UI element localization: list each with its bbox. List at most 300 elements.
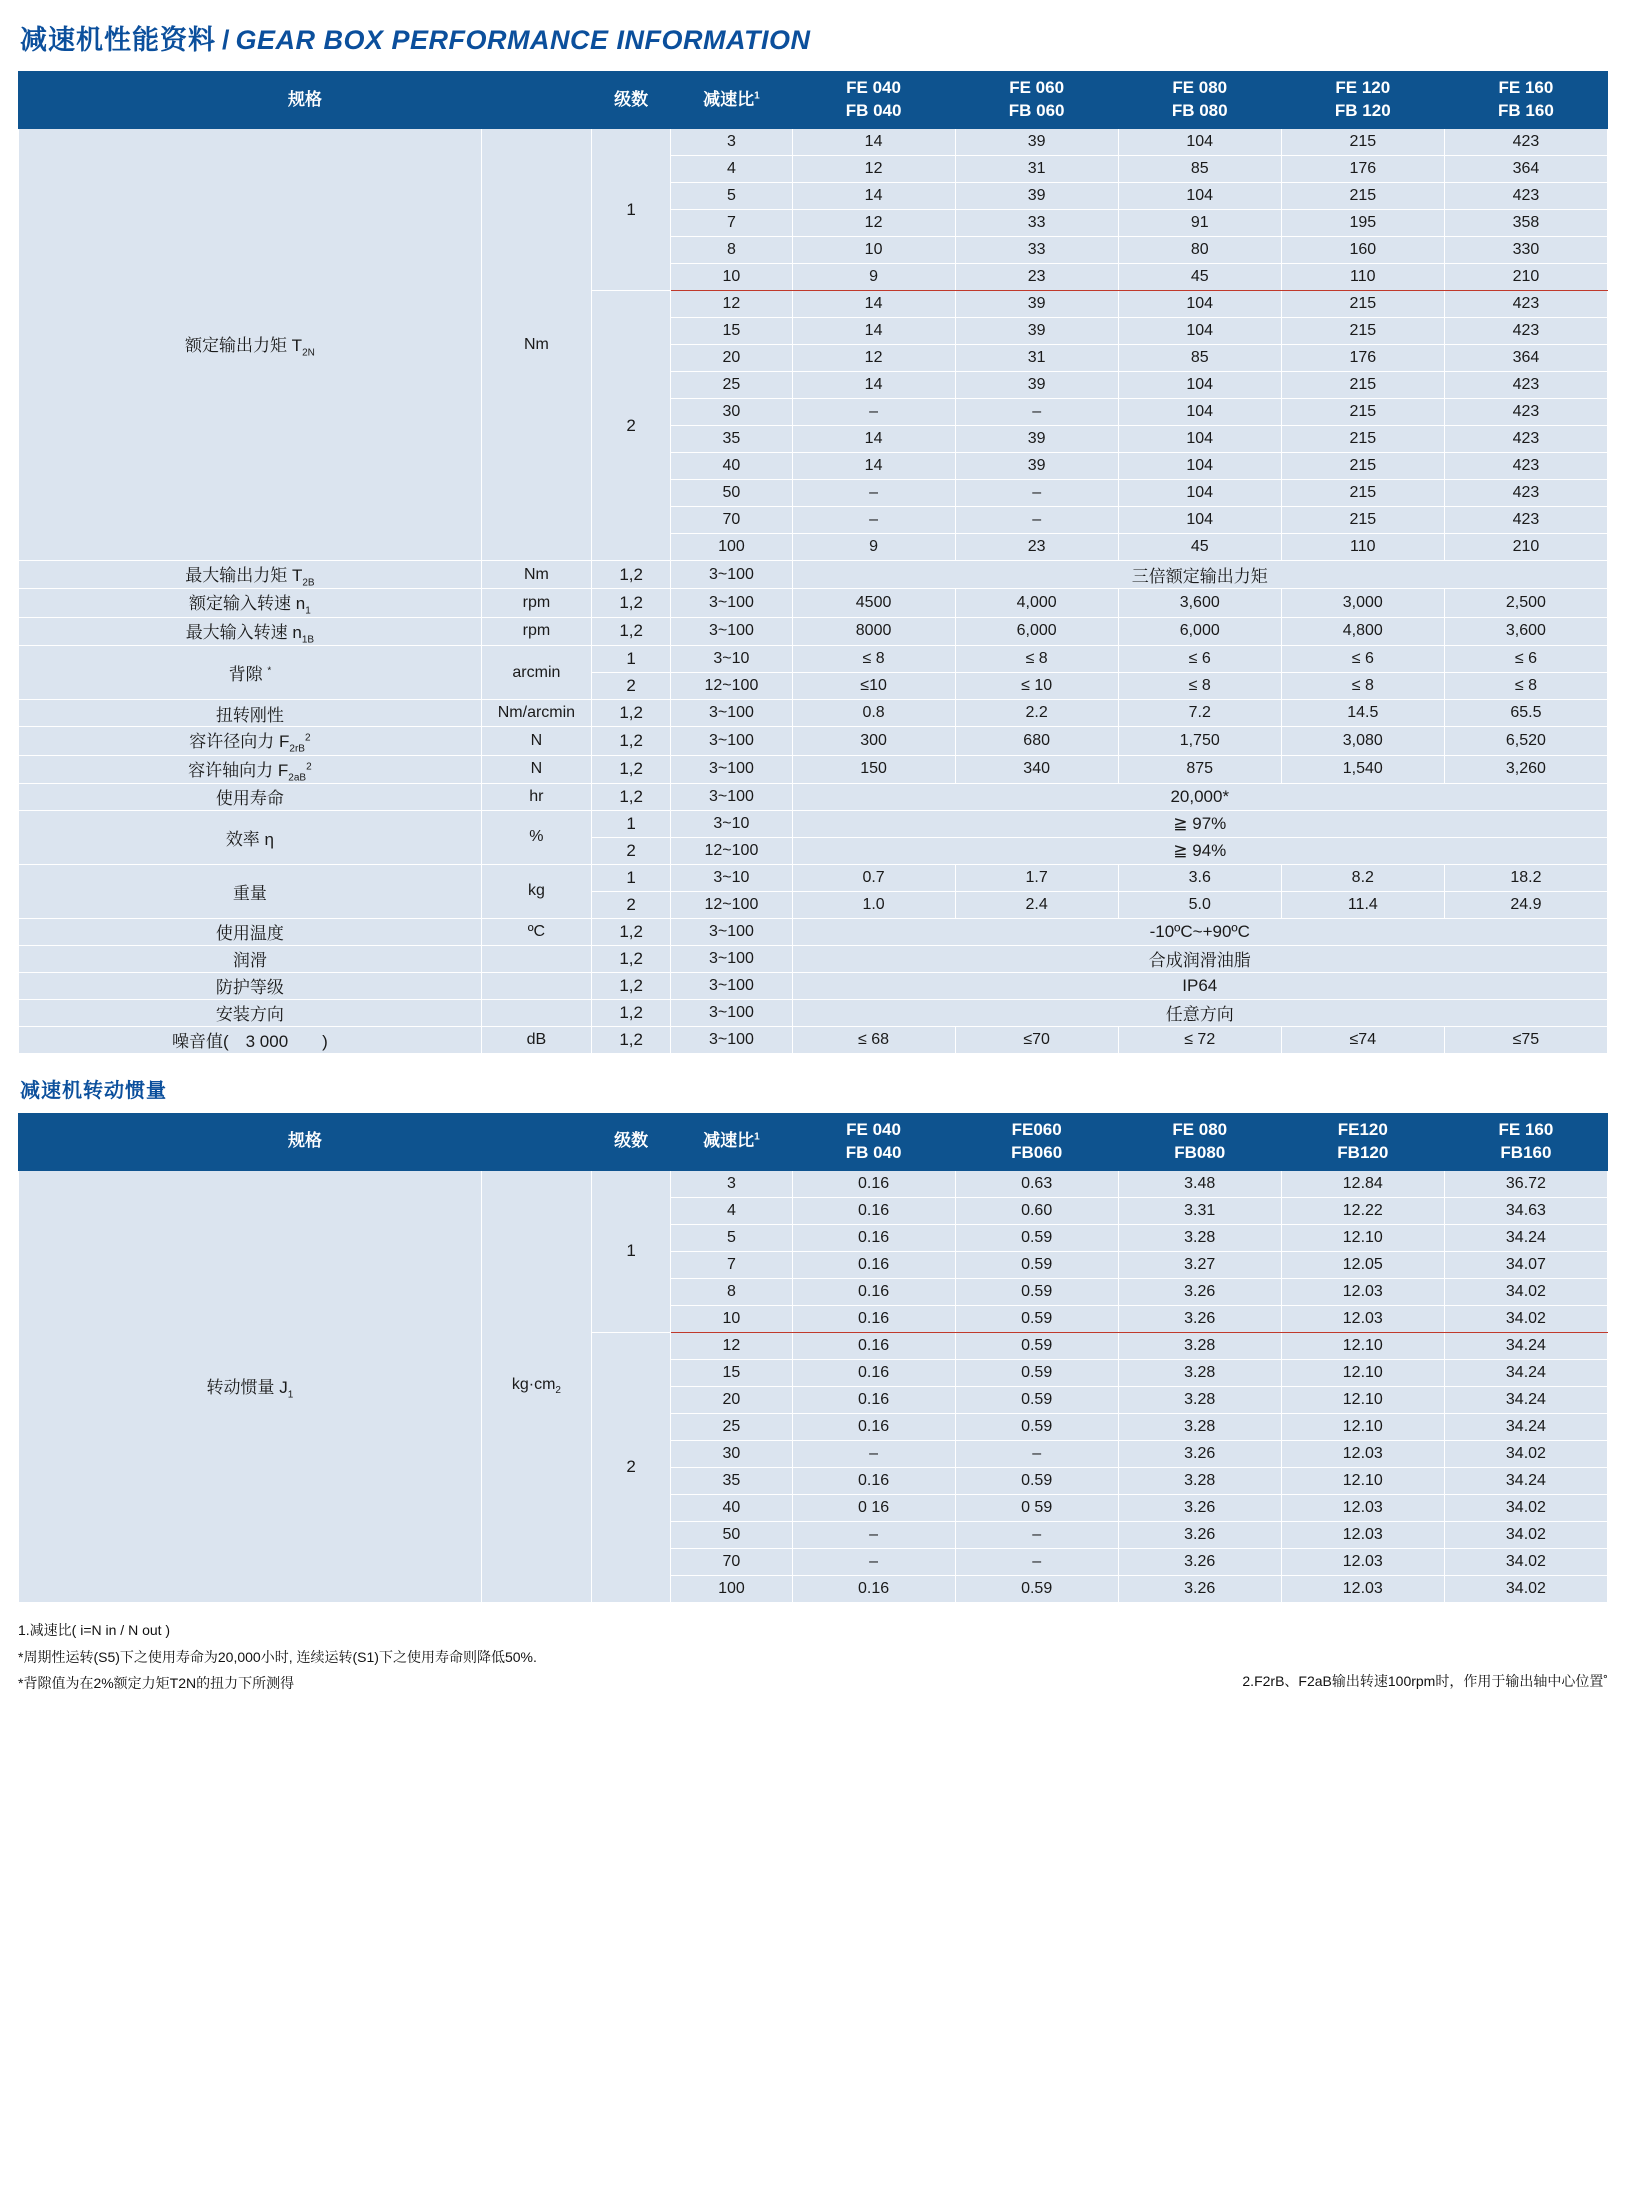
value-cell: 3.28: [1118, 1467, 1281, 1494]
value-cell: 215: [1281, 291, 1444, 318]
value-cell: 1,750: [1118, 727, 1281, 755]
row-unit: [481, 999, 591, 1026]
ratio-cell: 12~100: [671, 837, 792, 864]
value-cell: 3.26: [1118, 1521, 1281, 1548]
table-row: [19, 561, 1608, 589]
ratio-cell: 3~10: [671, 810, 792, 837]
header2-ratio: 减速比$^1$: [671, 1113, 792, 1170]
value-cell: 34.02: [1444, 1494, 1607, 1521]
footnote-3: *背隙值为在2%额定力矩T2N的扭力下所测得: [18, 1675, 295, 1692]
stage-cell: 1,2: [592, 783, 671, 810]
value-cell: 33: [955, 237, 1118, 264]
value-cell: 358: [1444, 210, 1607, 237]
header2-model-fe160: FE 160 FB160: [1444, 1113, 1607, 1170]
value-cell: 0.16: [792, 1278, 955, 1305]
table-row: [19, 617, 1608, 645]
ratio-cell: 3~100: [671, 727, 792, 755]
ratio-cell: 10: [671, 264, 792, 291]
value-cell: 6,000: [1118, 617, 1281, 645]
value-cell: 14: [792, 372, 955, 399]
value-cell: 110: [1281, 264, 1444, 291]
value-cell: 4,000: [955, 589, 1118, 617]
value-cell: 0.16: [792, 1575, 955, 1602]
value-cell: 0.16: [792, 1305, 955, 1332]
stage-cell: 2: [592, 837, 671, 864]
value-cell: 2.4: [955, 891, 1118, 918]
table-row: [19, 589, 1608, 617]
value-cell: 300: [792, 727, 955, 755]
value-cell: 0.16: [792, 1413, 955, 1440]
value-cell: 423: [1444, 507, 1607, 534]
value-cell: 24.9: [1444, 891, 1607, 918]
value-cell: 34.24: [1444, 1332, 1607, 1359]
value-cell: 215: [1281, 183, 1444, 210]
value-cell: 1.0: [792, 891, 955, 918]
table-row: [19, 727, 1608, 755]
table-row: [19, 864, 1608, 891]
ratio-cell: 7: [671, 1251, 792, 1278]
row-unit: kg: [481, 864, 591, 918]
value-cell: 0.59: [955, 1413, 1118, 1440]
ratio-cell: 3~100: [671, 918, 792, 945]
page-title-separator: /: [222, 25, 230, 55]
stage-cell: 1,2: [592, 700, 671, 727]
stage-cell: 1,2: [592, 918, 671, 945]
value-cell: 39: [955, 372, 1118, 399]
ratio-cell: 12: [671, 291, 792, 318]
value-cell: 0.59: [955, 1359, 1118, 1386]
stage-cell: 1: [592, 646, 671, 673]
value-cell: 423: [1444, 129, 1607, 156]
row-label: 安装方向: [19, 999, 482, 1026]
ratio-cell: 15: [671, 1359, 792, 1386]
value-cell: 9: [792, 264, 955, 291]
footnote-2: *周期性运转(S5)下之使用寿命为20,000小时, 连续运转(S1)下之使用寿命则降低50%.: [18, 1648, 537, 1665]
table-row: [19, 755, 1608, 783]
value-cell: ≤ 8: [1118, 673, 1281, 700]
row-label: 额定输入转速 $n_1$: [19, 589, 482, 617]
value-cell: ≤70: [955, 1026, 1118, 1053]
row-unit: rpm: [481, 589, 591, 617]
stage-cell: 1,2: [592, 945, 671, 972]
header-model-fe040: FE 040 FB 040: [792, 72, 955, 129]
value-cell: 45: [1118, 264, 1281, 291]
value-cell: 215: [1281, 480, 1444, 507]
value-cell: –: [955, 1521, 1118, 1548]
row-label-inertia: 转动惯量 $J_1$: [19, 1170, 482, 1602]
value-cell: 14: [792, 291, 955, 318]
ratio-cell: 100: [671, 1575, 792, 1602]
value-cell: –: [792, 1548, 955, 1575]
row-label: 防护等级: [19, 972, 482, 999]
value-cell: 6,000: [955, 617, 1118, 645]
value-cell: 104: [1118, 183, 1281, 210]
value-cell: 423: [1444, 480, 1607, 507]
header-model-fe060: FE 060 FB 060: [955, 72, 1118, 129]
value-cell: 3.26: [1118, 1278, 1281, 1305]
ratio-cell: 3~100: [671, 999, 792, 1026]
ratio-cell: 25: [671, 372, 792, 399]
value-cell: 34.02: [1444, 1278, 1607, 1305]
header2-stage: 级数: [592, 1113, 671, 1170]
stage-cell: 1,2: [592, 972, 671, 999]
value-cell: 4,800: [1281, 617, 1444, 645]
value-cell: 14: [792, 183, 955, 210]
row-unit: hr: [481, 783, 591, 810]
value-cell: 7.2: [1118, 700, 1281, 727]
value-cell: 34.24: [1444, 1413, 1607, 1440]
value-cell: 80: [1118, 237, 1281, 264]
stage-cell: 1: [592, 864, 671, 891]
ratio-cell: 3~100: [671, 755, 792, 783]
header2-model-fe080: FE 080 FB080: [1118, 1113, 1281, 1170]
value-cell: 0.59: [955, 1575, 1118, 1602]
value-cell: 3.31: [1118, 1197, 1281, 1224]
value-cell: 3.26: [1118, 1548, 1281, 1575]
row-unit: [481, 972, 591, 999]
value-cell: 104: [1118, 372, 1281, 399]
inertia-table-header: [19, 1113, 1608, 1170]
row-label: 扭转刚性: [19, 700, 482, 727]
ratio-cell: 3~10: [671, 864, 792, 891]
value-cell: 104: [1118, 480, 1281, 507]
table-row: [19, 1170, 1608, 1197]
value-cell: 11.4: [1281, 891, 1444, 918]
value-cell: 340: [955, 755, 1118, 783]
value-cell: 12: [792, 210, 955, 237]
value-cell: 3.26: [1118, 1305, 1281, 1332]
value-cell: 0.59: [955, 1386, 1118, 1413]
value-cell: 3.28: [1118, 1359, 1281, 1386]
ratio-cell: 70: [671, 507, 792, 534]
value-cell: 210: [1444, 534, 1607, 561]
value-cell: 8000: [792, 617, 955, 645]
value-cell: 104: [1118, 507, 1281, 534]
value-cell: 34.07: [1444, 1251, 1607, 1278]
ratio-cell: 100: [671, 534, 792, 561]
value-cell: 0.16: [792, 1224, 955, 1251]
header-model-fe120: FE 120 FB 120: [1281, 72, 1444, 129]
ratio-cell: 15: [671, 318, 792, 345]
value-cell: 39: [955, 318, 1118, 345]
value-cell: 3.28: [1118, 1386, 1281, 1413]
ratio-cell: 50: [671, 1521, 792, 1548]
value-cell: 18.2: [1444, 864, 1607, 891]
value-cell: 0.16: [792, 1170, 955, 1197]
performance-table-body: [19, 129, 1608, 1054]
value-cell: 12.10: [1281, 1413, 1444, 1440]
value-cell: 0.60: [955, 1197, 1118, 1224]
header-model-fe160: FE 160 FB 160: [1444, 72, 1607, 129]
stage-cell: 1,2: [592, 589, 671, 617]
row-unit: [481, 945, 591, 972]
value-cell: 34.24: [1444, 1359, 1607, 1386]
value-cell: –: [792, 507, 955, 534]
value-cell: ≤ 10: [955, 673, 1118, 700]
row-label: 重量: [19, 864, 482, 918]
value-cell: 0 16: [792, 1494, 955, 1521]
value-cell: 215: [1281, 372, 1444, 399]
value-cell: 91: [1118, 210, 1281, 237]
ratio-cell: 4: [671, 1197, 792, 1224]
header-stage: 级数: [592, 72, 671, 129]
row-unit: rpm: [481, 617, 591, 645]
value-cell: ≤ 8: [1281, 673, 1444, 700]
value-cell: 0.16: [792, 1251, 955, 1278]
row-unit: $kg\cdot cm_2$: [481, 1170, 591, 1602]
ratio-cell: 3~100: [671, 1026, 792, 1053]
row-unit: %: [481, 810, 591, 864]
value-cell: 31: [955, 345, 1118, 372]
value-cell: 423: [1444, 291, 1607, 318]
ratio-cell: 25: [671, 1413, 792, 1440]
value-cell: 176: [1281, 156, 1444, 183]
value-cell: 0.16: [792, 1467, 955, 1494]
row-unit: N: [481, 755, 591, 783]
value-cell: 0.59: [955, 1224, 1118, 1251]
row-label: 使用寿命: [19, 783, 482, 810]
value-cell: 65.5: [1444, 700, 1607, 727]
value-cell: 12.03: [1281, 1521, 1444, 1548]
value-cell: 39: [955, 426, 1118, 453]
value-cell: 0.59: [955, 1305, 1118, 1332]
merged-value-cell: IP64: [792, 972, 1607, 999]
value-cell: 2.2: [955, 700, 1118, 727]
value-cell: 0.59: [955, 1332, 1118, 1359]
ratio-cell: 5: [671, 183, 792, 210]
table-row: [19, 783, 1608, 810]
section-subtitle: 减速机转动惯量: [20, 1079, 167, 1102]
footnotes: [18, 1617, 1608, 1697]
merged-value-cell: ≧ 97%: [792, 810, 1607, 837]
ratio-cell: 35: [671, 426, 792, 453]
stage-cell: 1: [592, 129, 671, 291]
value-cell: 8.2: [1281, 864, 1444, 891]
value-cell: 34.02: [1444, 1575, 1607, 1602]
stage-cell: 1,2: [592, 999, 671, 1026]
ratio-cell: 8: [671, 1278, 792, 1305]
stage-cell: 1,2: [592, 1026, 671, 1053]
value-cell: 3.27: [1118, 1251, 1281, 1278]
value-cell: 215: [1281, 399, 1444, 426]
table-row: [19, 1026, 1608, 1053]
ratio-cell: 3: [671, 129, 792, 156]
value-cell: 34.24: [1444, 1386, 1607, 1413]
value-cell: 12.03: [1281, 1440, 1444, 1467]
value-cell: 12.03: [1281, 1305, 1444, 1332]
value-cell: 0.59: [955, 1467, 1118, 1494]
inertia-table: [18, 1113, 1608, 1603]
value-cell: 6,520: [1444, 727, 1607, 755]
value-cell: 215: [1281, 318, 1444, 345]
ratio-cell: 20: [671, 1386, 792, 1413]
value-cell: 9: [792, 534, 955, 561]
value-cell: ≤ 6: [1118, 646, 1281, 673]
value-cell: 33: [955, 210, 1118, 237]
ratio-cell: 8: [671, 237, 792, 264]
value-cell: 110: [1281, 534, 1444, 561]
value-cell: ≤ 72: [1118, 1026, 1281, 1053]
value-cell: 3,260: [1444, 755, 1607, 783]
header-spec: 规格: [19, 72, 592, 129]
value-cell: 423: [1444, 318, 1607, 345]
value-cell: 10: [792, 237, 955, 264]
value-cell: 39: [955, 129, 1118, 156]
table-row: [19, 810, 1608, 837]
value-cell: 0.8: [792, 700, 955, 727]
row-label: 润滑: [19, 945, 482, 972]
table-row: [19, 129, 1608, 156]
ratio-cell: 20: [671, 345, 792, 372]
value-cell: 104: [1118, 399, 1281, 426]
ratio-cell: 50: [671, 480, 792, 507]
row-unit: Nm: [481, 129, 591, 561]
header-model-fe080: FE 080 FB 080: [1118, 72, 1281, 129]
value-cell: 195: [1281, 210, 1444, 237]
ratio-cell: 3~100: [671, 783, 792, 810]
value-cell: 210: [1444, 264, 1607, 291]
value-cell: 34.24: [1444, 1467, 1607, 1494]
value-cell: 3,600: [1444, 617, 1607, 645]
merged-value-cell: -10ºC~+90ºC: [792, 918, 1607, 945]
row-label: 背隙 *: [19, 646, 482, 700]
value-cell: 215: [1281, 426, 1444, 453]
stage-cell: 1: [592, 810, 671, 837]
footnote-4: 2.F2rB、F2aB输出转速100rpm时，作用于输出轴中心位置˚: [1242, 1673, 1608, 1690]
value-cell: ≤10: [792, 673, 955, 700]
value-cell: –: [955, 1440, 1118, 1467]
value-cell: 12.10: [1281, 1224, 1444, 1251]
value-cell: –: [792, 480, 955, 507]
value-cell: 423: [1444, 183, 1607, 210]
value-cell: 423: [1444, 453, 1607, 480]
value-cell: 12.03: [1281, 1278, 1444, 1305]
performance-table-header: [19, 72, 1608, 129]
value-cell: 12: [792, 156, 955, 183]
value-cell: 104: [1118, 291, 1281, 318]
value-cell: 104: [1118, 129, 1281, 156]
value-cell: ≤74: [1281, 1026, 1444, 1053]
ratio-cell: 12: [671, 1332, 792, 1359]
value-cell: 39: [955, 183, 1118, 210]
table-row: [19, 999, 1608, 1026]
ratio-cell: 7: [671, 210, 792, 237]
value-cell: –: [955, 507, 1118, 534]
value-cell: 423: [1444, 399, 1607, 426]
ratio-cell: 40: [671, 453, 792, 480]
row-label: 使用温度: [19, 918, 482, 945]
value-cell: 34.02: [1444, 1440, 1607, 1467]
stage-cell: 1,2: [592, 561, 671, 589]
value-cell: ≤ 8: [955, 646, 1118, 673]
value-cell: –: [792, 1521, 955, 1548]
ratio-cell: 3~100: [671, 945, 792, 972]
merged-value-cell: ≧ 94%: [792, 837, 1607, 864]
ratio-cell: 40: [671, 1494, 792, 1521]
row-unit: Nm/arcmin: [481, 700, 591, 727]
ratio-cell: 3~100: [671, 589, 792, 617]
value-cell: 215: [1281, 507, 1444, 534]
value-cell: 12.03: [1281, 1575, 1444, 1602]
page-title-en: GEAR BOX PERFORMANCE INFORMATION: [235, 25, 811, 55]
value-cell: 150: [792, 755, 955, 783]
table-row: [19, 972, 1608, 999]
ratio-cell: 3~100: [671, 972, 792, 999]
value-cell: 364: [1444, 156, 1607, 183]
value-cell: 3,000: [1281, 589, 1444, 617]
value-cell: 39: [955, 291, 1118, 318]
ratio-cell: 30: [671, 1440, 792, 1467]
value-cell: 3,080: [1281, 727, 1444, 755]
row-label-rated-torque: 额定输出力矩 $T_{2N}$: [19, 129, 482, 561]
merged-value-cell: 20,000*: [792, 783, 1607, 810]
row-label: 效率 η: [19, 810, 482, 864]
ratio-cell: 3: [671, 1170, 792, 1197]
row-unit: arcmin: [481, 646, 591, 700]
page-title: [20, 18, 1608, 57]
row-label: 最大输出力矩 $T_{2B}$: [19, 561, 482, 589]
value-cell: 215: [1281, 129, 1444, 156]
header2-model-fe120: FE120 FB120: [1281, 1113, 1444, 1170]
value-cell: 104: [1118, 318, 1281, 345]
value-cell: 364: [1444, 345, 1607, 372]
value-cell: 330: [1444, 237, 1607, 264]
value-cell: 36.72: [1444, 1170, 1607, 1197]
row-label: 最大输入转速 $n_{1B}$: [19, 617, 482, 645]
footnote-1: 1.减速比( i=N in / N out ): [18, 1621, 171, 1638]
ratio-cell: 3~100: [671, 617, 792, 645]
ratio-cell: 30: [671, 399, 792, 426]
value-cell: 3.28: [1118, 1413, 1281, 1440]
value-cell: 160: [1281, 237, 1444, 264]
value-cell: 45: [1118, 534, 1281, 561]
value-cell: 12: [792, 345, 955, 372]
value-cell: 3.26: [1118, 1575, 1281, 1602]
value-cell: 0.16: [792, 1359, 955, 1386]
value-cell: 14: [792, 318, 955, 345]
value-cell: –: [792, 399, 955, 426]
value-cell: 0.7: [792, 864, 955, 891]
value-cell: 0.16: [792, 1386, 955, 1413]
page-title-cn: 减速机性能资料: [20, 25, 216, 55]
row-label: 容许轴向力 $F_{2aB}^2$: [19, 755, 482, 783]
inertia-table-body: [19, 1170, 1608, 1602]
value-cell: 34.63: [1444, 1197, 1607, 1224]
value-cell: 23: [955, 264, 1118, 291]
table-row: [19, 646, 1608, 673]
value-cell: 2,500: [1444, 589, 1607, 617]
value-cell: 31: [955, 156, 1118, 183]
value-cell: 0.16: [792, 1332, 955, 1359]
ratio-cell: 12~100: [671, 891, 792, 918]
value-cell: 3.26: [1118, 1494, 1281, 1521]
value-cell: 12.10: [1281, 1467, 1444, 1494]
table-row: [19, 700, 1608, 727]
value-cell: –: [955, 480, 1118, 507]
value-cell: 3.28: [1118, 1332, 1281, 1359]
value-cell: ≤ 8: [792, 646, 955, 673]
value-cell: 680: [955, 727, 1118, 755]
value-cell: 423: [1444, 372, 1607, 399]
row-label: 噪音值( 3 000 ): [19, 1026, 482, 1053]
value-cell: 34.02: [1444, 1305, 1607, 1332]
value-cell: –: [955, 399, 1118, 426]
value-cell: 0.59: [955, 1251, 1118, 1278]
value-cell: 3,600: [1118, 589, 1281, 617]
row-unit: dB: [481, 1026, 591, 1053]
value-cell: 3.48: [1118, 1170, 1281, 1197]
table-row: [19, 918, 1608, 945]
